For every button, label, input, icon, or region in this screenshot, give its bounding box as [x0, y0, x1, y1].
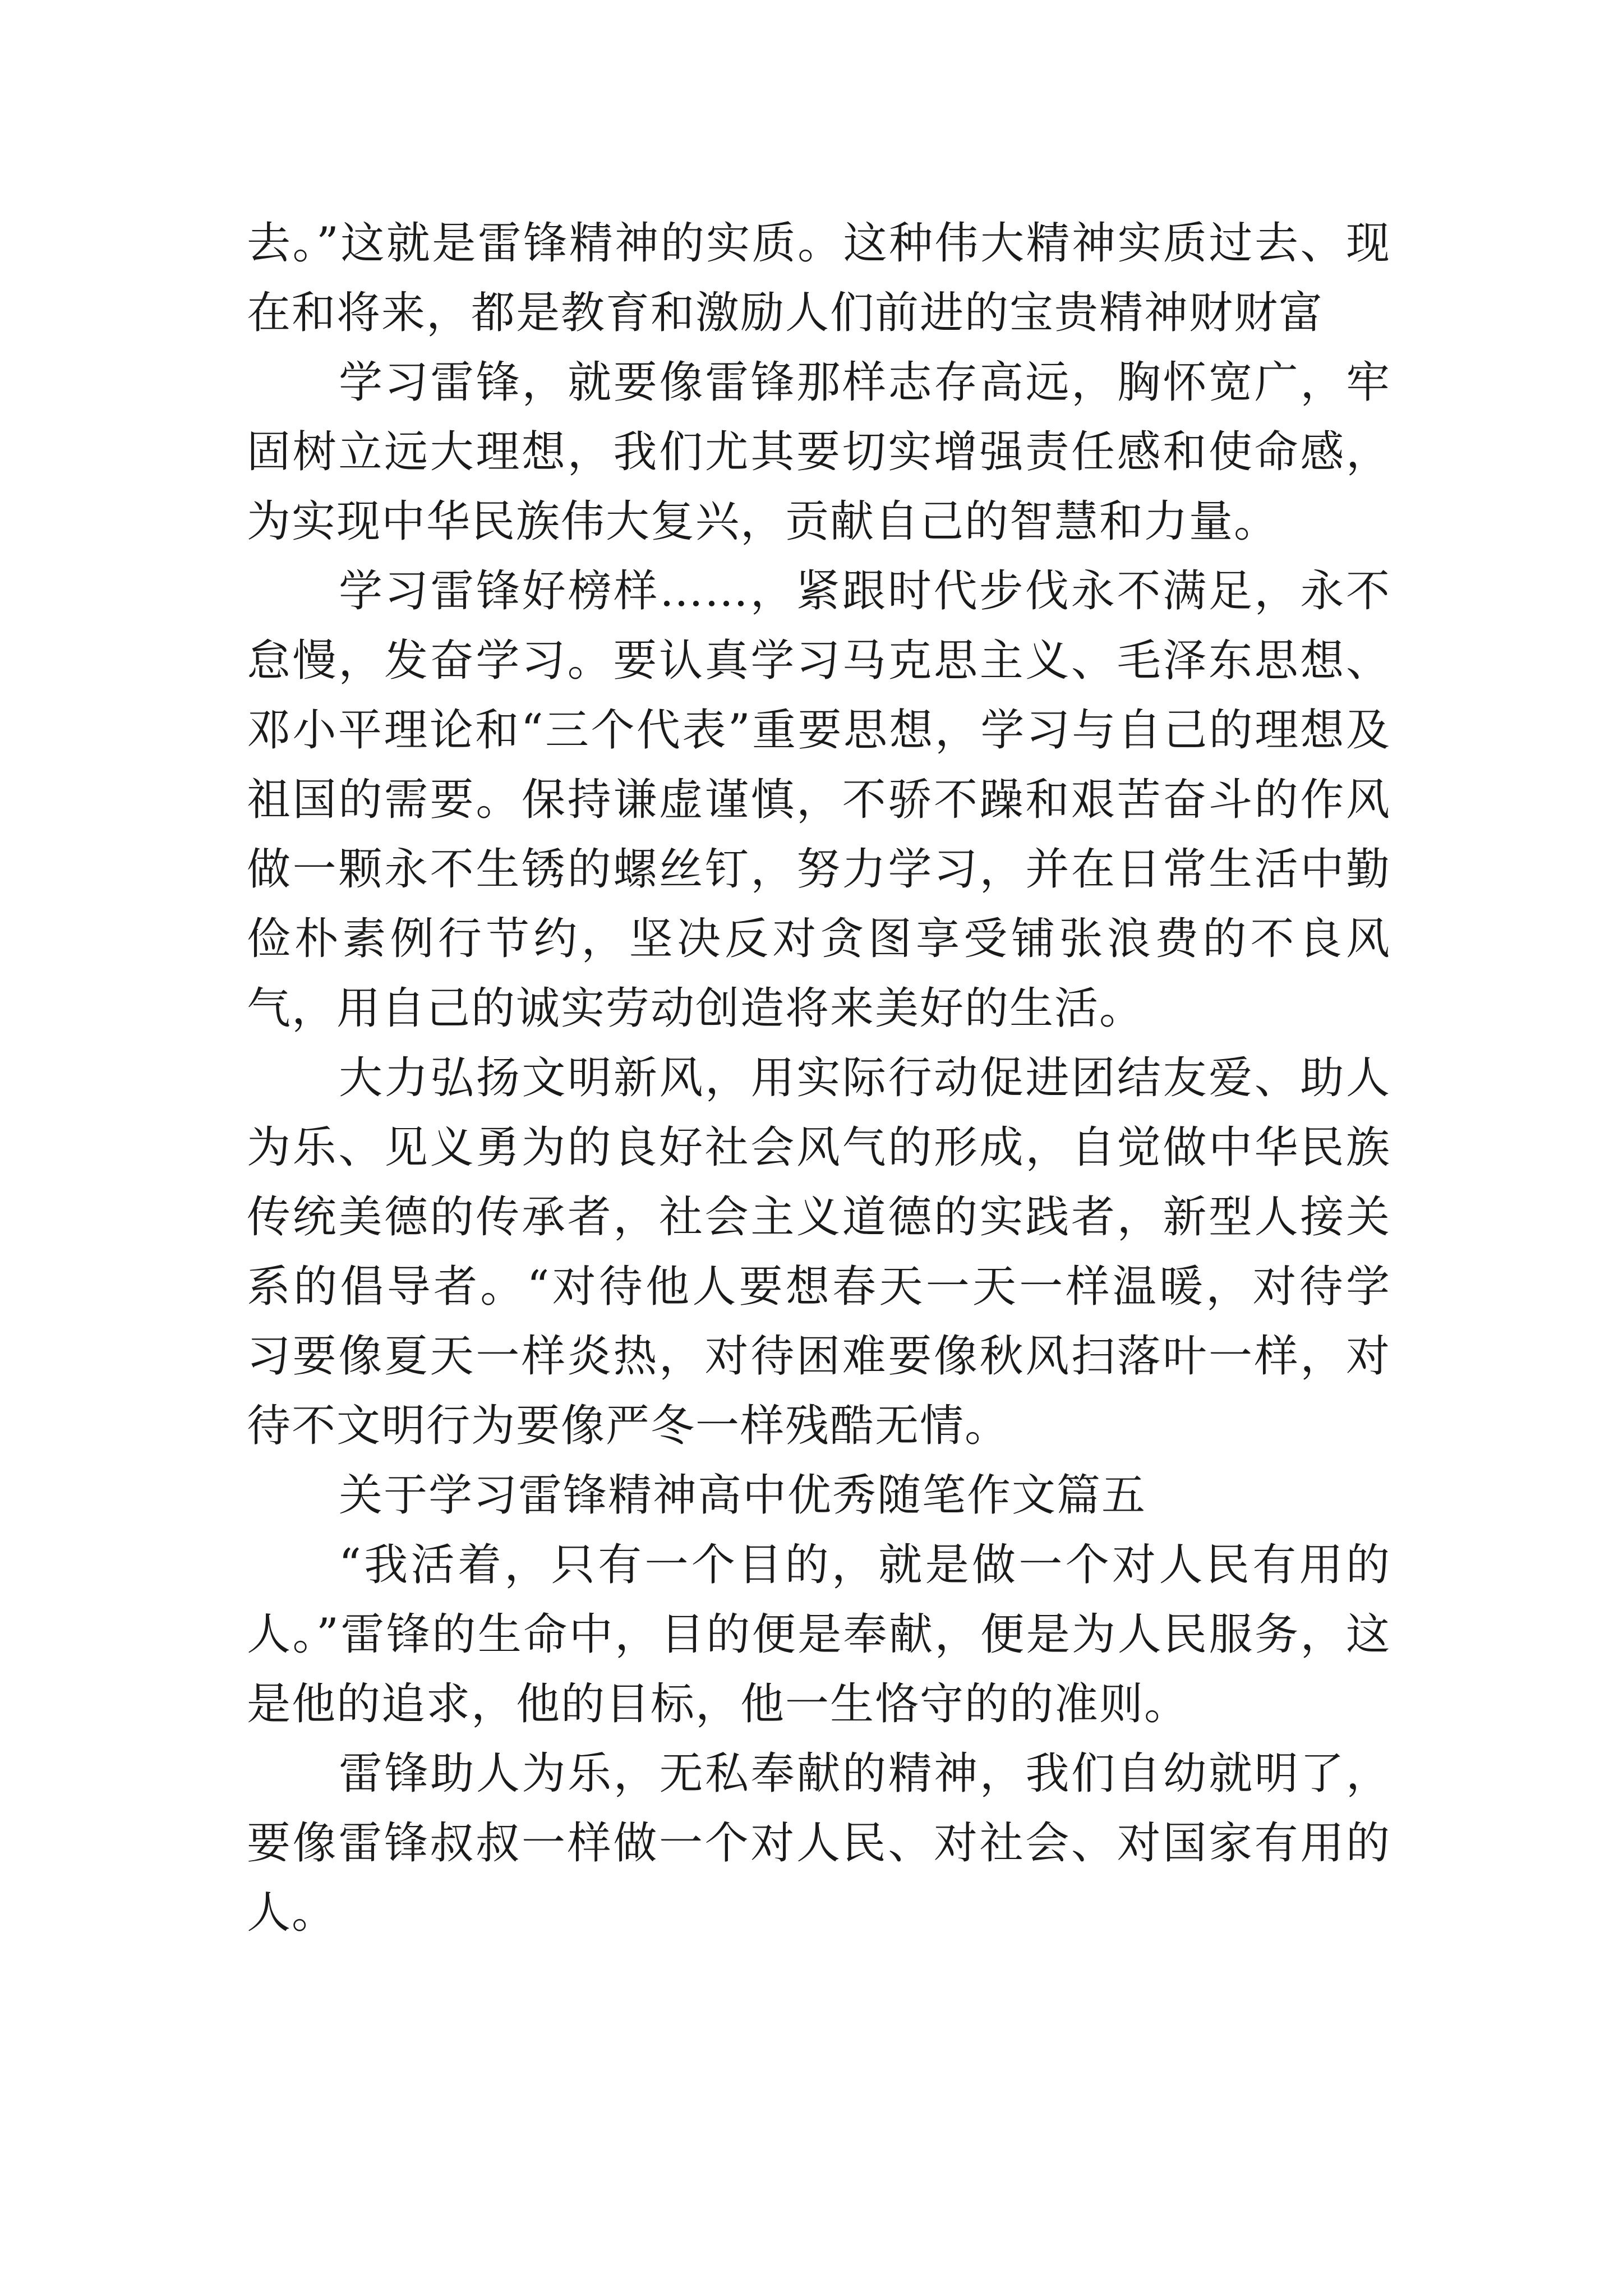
paragraph-aspire-high: 学习雷锋，就要像雷锋那样志存高远，胸怀宽广，牢固树立远大理想，我们尤其要切实增强责任感和使命感，为实现中华民族伟大复兴，贡献自己的智慧和力量。	[247, 357, 1391, 547]
paragraph-continuation: 去。”这就是雷锋精神的实质。这种伟大精神实质过去、现在和将来，都是教育和激励人们前进的宝贵精神财财富	[247, 218, 1391, 338]
paragraph-keep-learning: 学习雷锋好榜样……，紧跟时代步伐永不满足，永不怠慢，发奋学习。要认真学习马克思主义、毛泽东思想、邓小平理论和“三个代表”重要思想，学习与自己的理想及祖国的需要。保持谦虚谨慎，不骄不躁和艰苦奋斗的作风做一颗永不生锈的螺丝钉，努力学习，并在日常生活中勤俭朴素例行节约，坚决反对贪图享受铺张浪费的不良风气，用自己的诚实劳动创造将来美好的生活。	[247, 566, 1391, 1034]
paragraph-quote-purpose: “我活着，只有一个目的，就是做一个对人民有用的人。”雷锋的生命中，目的便是奉献，便是为人民服务，这是他的追求，他的目标，他一生恪守的的准则。	[247, 1540, 1391, 1729]
paragraph-civilized-customs: 大力弘扬文明新风，用实际行动促进团结友爱、助人为乐、见义勇为的良好社会风气的形成，自觉做中华民族传统美德的传承者，社会主义道德的实践者，新型人接关系的倡导者。“对待他人要想春天一天一样温暖，对待学习要像夏天一样炎热，对待困难要像秋风扫落叶一样，对待不文明行为要像严冬一样残酷无情。	[247, 1053, 1391, 1451]
document-body	[247, 209, 1391, 1948]
section-heading: 关于学习雷锋精神高中优秀随笔作文篇五	[339, 1470, 1147, 1521]
paragraph-helping-others: 雷锋助人为乐，无私奉献的精神，我们自幼就明了，要像雷锋叔叔一样做一个对人民、对社会、对国家有用的人。	[247, 1749, 1391, 1938]
